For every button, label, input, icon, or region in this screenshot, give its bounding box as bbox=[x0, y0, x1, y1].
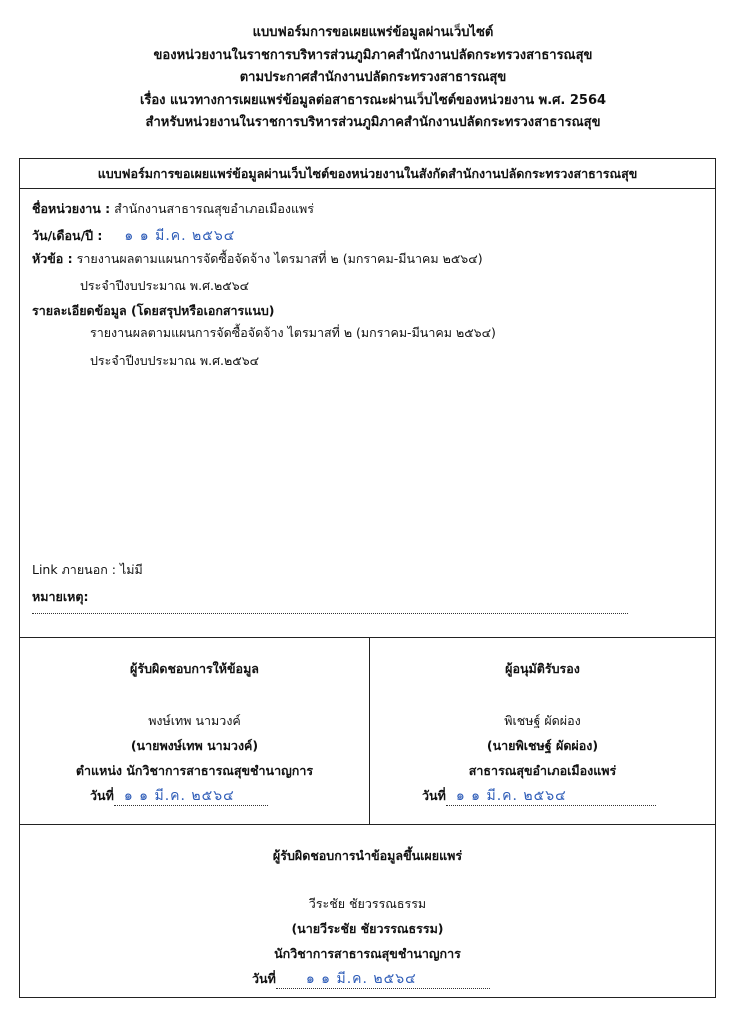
approver-date-label: วันที่ bbox=[422, 788, 446, 803]
note-dotted-line bbox=[32, 613, 628, 614]
header-line-1: แบบฟอร์มการขอเผยแพร่ข้อมูลผ่านเว็บไซต์ bbox=[252, 25, 494, 40]
header-line-5: สำหรับหน่วยงานในราชการบริหารส่วนภูมิภาคสำนักงานปลัดกระทรวงสาธารณสุข bbox=[145, 115, 601, 130]
publisher-name: (นายวีระชัย ชัยวรรณธรรม) bbox=[291, 921, 444, 936]
unit-label: ชื่อหน่วยงาน : bbox=[32, 201, 111, 216]
subject-line-2: ประจำปีงบประมาณ พ.ศ.๒๕๖๔ bbox=[80, 278, 250, 293]
approver-date-value: ๑ ๑ มี.ค. ๒๕๖๔ bbox=[455, 788, 567, 804]
header-line-3: ตามประกาศสำนักงานปลัดกระทรวงสาธารณสุข bbox=[239, 70, 507, 85]
approver-name: (นายพิเชษฐ์ ผัดผ่อง) bbox=[486, 738, 599, 753]
responsible-date-dots bbox=[114, 789, 268, 806]
note-label: หมายเหตุ: bbox=[32, 589, 89, 604]
approver-position: สาธารณสุขอำเภอเมืองแพร่ bbox=[468, 763, 617, 778]
date-row bbox=[32, 225, 235, 247]
publisher-date-row bbox=[252, 969, 490, 989]
publisher-section bbox=[20, 824, 715, 997]
form-title: แบบฟอร์มการขอเผยแพร่ข้อมูลผ่านเว็บไซต์ของหน่วยงานในสังกัดสำนักงานปลัดกระทรวงสาธารณสุข bbox=[20, 159, 715, 189]
publisher-date-value: ๑ ๑ มี.ค. ๒๕๖๔ bbox=[305, 971, 417, 987]
link-label: Link ภายนอก : bbox=[32, 562, 116, 577]
date-label: วัน/เดือน/ปี : bbox=[32, 228, 103, 243]
unit-value: สำนักงานสาธารณสุขอำเภอเมืองแพร่ bbox=[114, 201, 315, 216]
responsible-section bbox=[20, 637, 369, 824]
form-box bbox=[19, 158, 716, 998]
approver-section bbox=[370, 637, 715, 824]
approver-date-row bbox=[422, 786, 656, 806]
subject-line-1: รายงานผลตามแผนการจัดซื้อจัดจ้าง ไตรมาสที่ ๒ (มกราคม-มีนาคม ๒๕๖๔) bbox=[76, 251, 483, 266]
responsible-date-label: วันที่ bbox=[90, 788, 114, 803]
responsible-heading: ผู้รับผิดชอบการให้ข้อมูล bbox=[130, 661, 259, 676]
link-row bbox=[32, 560, 143, 580]
unit-row bbox=[32, 199, 314, 219]
responsible-name: (นายพงษ์เทพ นามวงค์) bbox=[130, 738, 259, 753]
subject-row bbox=[32, 249, 483, 269]
detail-line-2: ประจำปีงบประมาณ พ.ศ.๒๕๖๔ bbox=[90, 353, 260, 368]
link-value: ไม่มี bbox=[119, 562, 143, 577]
responsible-date-row bbox=[90, 786, 268, 806]
header-line-4: เรื่อง แนวทางการเผยแพร่ข้อมูลต่อสาธารณะผ่านเว็บไซต์ของหน่วยงาน พ.ศ. 2564 bbox=[139, 92, 607, 108]
approver-signature: พิเชษฐ์ ผัดผ่อง bbox=[504, 713, 581, 728]
publisher-date-label: วันที่ bbox=[252, 971, 276, 986]
detail-label: รายละเอียดข้อมูล (โดยสรุปหรือเอกสารแนบ) bbox=[32, 303, 275, 318]
responsible-signature: พงษ์เทพ นามวงค์ bbox=[148, 713, 241, 728]
approver-date-dots bbox=[446, 789, 656, 806]
document-header bbox=[0, 22, 746, 135]
publisher-signature: วีระชัย ชัยวรรณธรรม bbox=[308, 896, 427, 911]
publisher-heading: ผู้รับผิดชอบการนำข้อมูลขึ้นเผยแพร่ bbox=[272, 848, 463, 863]
date-value: ๑ ๑ มี.ค. ๒๕๖๔ bbox=[124, 228, 236, 244]
responsible-position: ตำแหน่ง นักวิชาการสาธารณสุขชำนาญการ bbox=[75, 763, 314, 778]
responsible-date-value: ๑ ๑ มี.ค. ๒๕๖๔ bbox=[123, 788, 235, 804]
publisher-position: นักวิชาการสาธารณสุขชำนาญการ bbox=[274, 946, 461, 961]
publisher-date-dots bbox=[276, 972, 490, 989]
detail-line-1: รายงานผลตามแผนการจัดซื้อจัดจ้าง ไตรมาสที่ ๒ (มกราคม-มีนาคม ๒๕๖๔) bbox=[90, 325, 496, 340]
subject-label: หัวข้อ : bbox=[32, 251, 73, 266]
approver-heading: ผู้อนุมัติรับรอง bbox=[505, 661, 580, 676]
header-line-2: ของหน่วยงานในราชการบริหารส่วนภูมิภาคสำนักงานปลัดกระทรวงสาธารณสุข bbox=[153, 47, 593, 63]
